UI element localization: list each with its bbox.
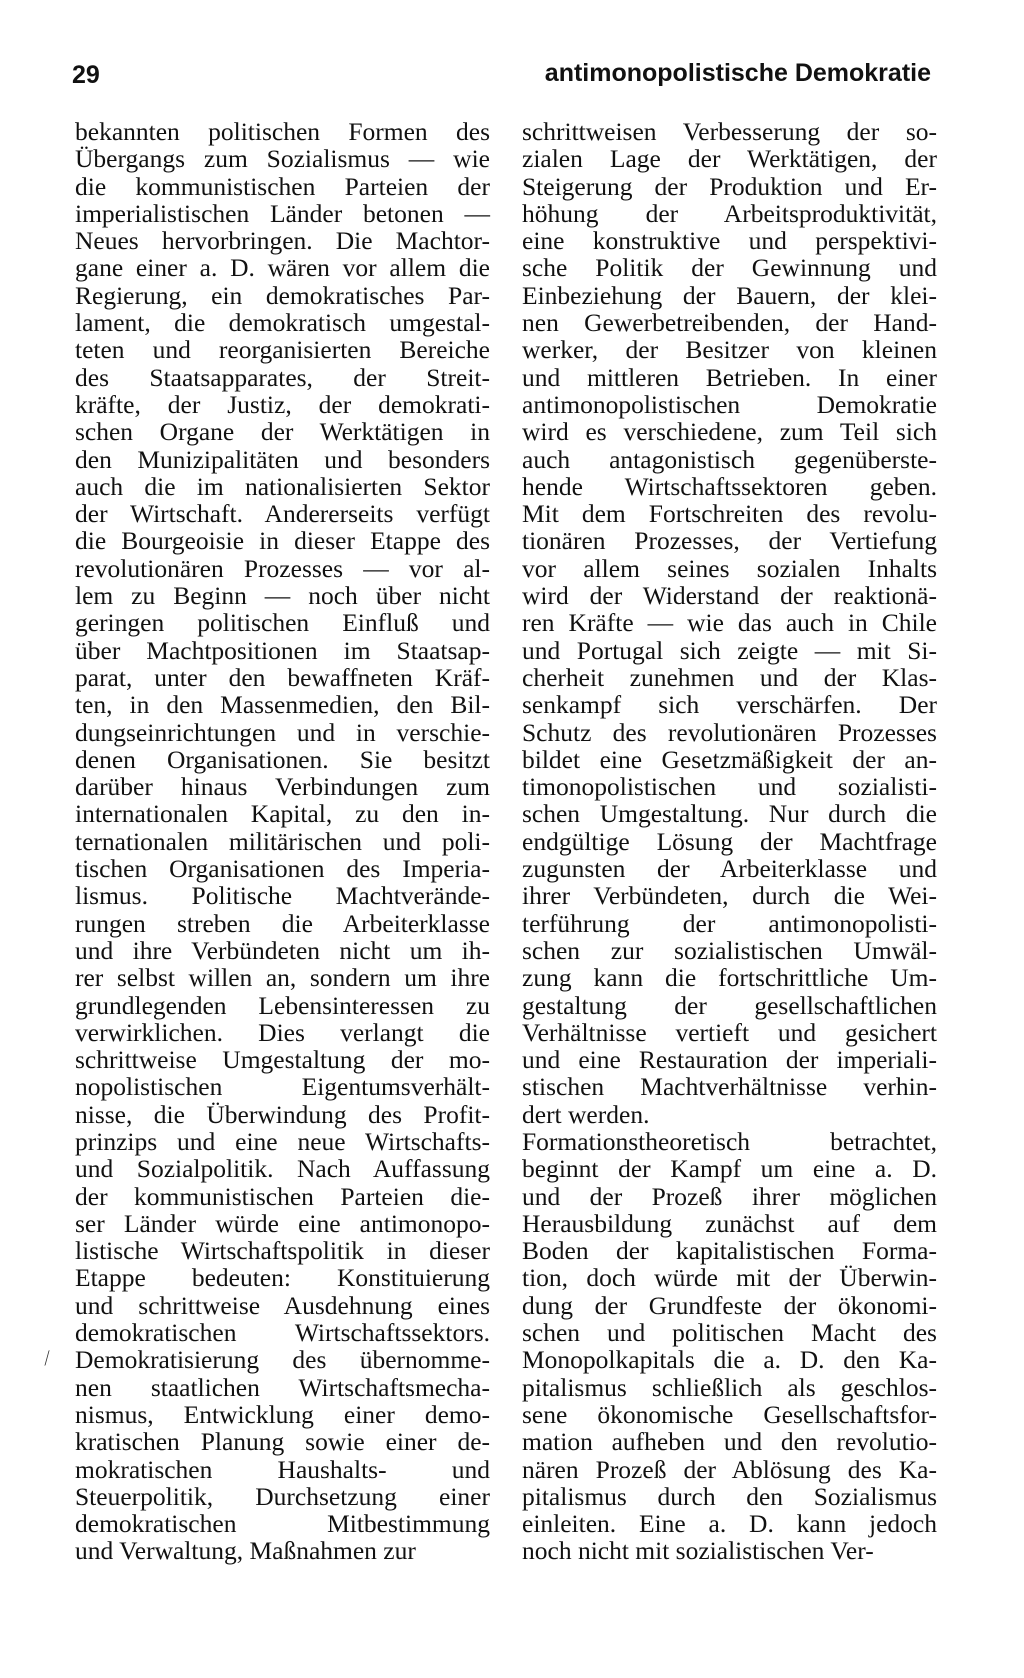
text-line: mokratischen Haushalts- und [75,1454,490,1484]
text-line: der Wirtschaft. Andererseits verfügt [75,499,490,529]
text-line: beginnt der Kampf um eine a. D. [522,1154,937,1184]
text-line: schen und politischen Macht des [522,1318,937,1348]
text-line: und eine Restauration der imperiali- [522,1045,937,1075]
text-line: parat, unter den bewaffneten Kräf- [75,662,490,692]
text-line: tischen Organisationen des Imperia- [75,854,490,884]
text-line: stischen Machtverhältnisse verhin- [522,1072,937,1102]
text-line: demokratischen Wirtschaftssektors. [75,1318,490,1348]
text-line: Mit dem Fortschreiten des revolu- [522,499,937,529]
text-line: revolutionären Prozesses — vor al- [75,553,490,583]
text-line: zialen Lage der Werktätigen, der [522,144,937,174]
text-line: Demokratisierung des übernomme- [75,1345,490,1375]
text-line: kräfte, der Justiz, der demokrati- [75,389,490,419]
text-line: bildet eine Gesetzmäßigkeit der an- [522,744,937,774]
page-number: 29 [72,61,100,89]
text-line: geringen politischen Einfluß und [75,608,490,638]
text-line: auch die im nationalisierten Sektor [75,471,490,501]
text-line: lament, die demokratisch umgestal- [75,308,490,338]
text-line: internationalen Kapital, zu den in- [75,799,490,829]
text-line: bekannten politischen Formen des [75,117,490,146]
text-line: schen zur sozialistischen Umwäl- [522,935,937,965]
text-line: Neues hervorbringen. Die Machtor- [75,226,490,256]
text-line: tionären Prozesses, der Vertiefung [522,526,937,556]
text-line: Etappe bedeuten: Konstituierung [75,1263,490,1293]
text-line: Schutz des revolutionären Prozesses [522,717,937,747]
text-line: zung kann die fortschrittliche Um- [522,963,937,993]
text-line: senkampf sich verschärfen. Der [522,690,937,720]
text-line: dert werden. [522,1099,650,1129]
text-line: höhung der Arbeitsproduktivität, [522,198,937,228]
text-line: gestaltung der gesellschaftlichen [522,990,937,1020]
text-line: Herausbildung zunächst auf dem [522,1208,937,1238]
text-line: Monopolkapitals die a. D. den Ka- [522,1345,937,1375]
text-line: tion, doch würde mit der Überwin- [522,1263,937,1293]
text-line: nisse, die Überwindung des Profit- [75,1099,490,1129]
text-line: und ihre Verbündeten nicht um ih- [75,935,490,965]
text-line: rungen streben die Arbeiterklasse [75,908,490,938]
text-line: eine konstruktive und perspektivi- [522,226,937,256]
text-line: hende Wirtschaftssektoren geben. [522,471,937,501]
text-line: grundlegenden Lebensinteressen zu [75,990,490,1020]
text-line: sene ökonomische Gesellschaftsfor- [522,1399,937,1429]
text-line: ser Länder würde eine antimonopo- [75,1208,490,1238]
text-line: über Machtpositionen im Staatsap- [75,635,490,665]
text-line: Regierung, ein demokratisches Par- [75,280,490,310]
text-line: ren Kräfte — wie das auch in Chile [522,608,937,638]
text-line: sche Politik der Gewinnung und [522,253,937,283]
right-column [522,118,937,1565]
text-line: cherheit zunehmen und der Klas- [522,662,937,692]
text-line: Steigerung der Produktion und Er- [522,171,937,201]
text-line: und der Prozeß ihrer möglichen [522,1181,937,1211]
text-line: und schrittweise Ausdehnung eines [75,1290,490,1320]
text-line: rer selbst willen an, sondern um ihre [75,963,490,993]
text-line: Formationstheoretisch betrachtet, [522,1126,937,1156]
text-line: listische Wirtschaftspolitik in dieser [75,1236,490,1266]
text-line: endgültige Lösung der Machtfrage [522,826,937,856]
text-line: timonopolistischen und sozialisti- [522,772,937,802]
text-line: nismus, Entwicklung einer demo- [75,1399,490,1429]
text-line: des Staatsapparates, der Streit- [75,362,490,392]
text-line: vor allem seines sozialen Inhalts [522,553,937,583]
text-line: mation aufheben und den revolutio- [522,1427,937,1457]
text-line: Übergangs zum Sozialismus — wie [75,144,490,174]
text-line: verwirklichen. Dies verlangt die [75,1017,490,1047]
text-line: einleiten. Eine a. D. kann jedoch [522,1509,937,1539]
text-line: wird der Widerstand der reaktionä- [522,581,937,611]
text-line: nären Prozeß der Ablösung des Ka- [522,1454,937,1484]
text-line: auch antagonistisch gegenüberste- [522,444,937,474]
text-line: die kommunistischen Parteien der [75,171,490,201]
text-line: schrittweisen Verbesserung der so- [522,117,937,146]
text-line: nen Gewerbetreibenden, der Hand- [522,308,937,338]
text-line: terführung der antimonopolisti- [522,908,937,938]
text-line: den Munizipalitäten und besonders [75,444,490,474]
text-line: ten, in den Massenmedien, den Bil- [75,690,490,720]
text-line: nen staatlichen Wirtschaftsmecha- [75,1372,490,1402]
text-line: Verhältnisse vertieft und gesichert [522,1017,937,1047]
text-line: und Portugal sich zeigte — mit Si- [522,635,937,665]
text-line: pitalismus durch den Sozialismus [522,1481,937,1511]
text-line: teten und reorganisierten Bereiche [75,335,490,365]
text-line: die Bourgeoisie in dieser Etappe des [75,526,490,556]
text-line: Steuerpolitik, Durchsetzung einer [75,1481,490,1511]
text-line: zugunsten der Arbeiterklasse und [522,854,937,884]
text-line: Einbeziehung der Bauern, der klei- [522,280,937,310]
text-line: schen Umgestaltung. Nur durch die [522,799,937,829]
text-line: lismus. Politische Machtverände- [75,881,490,911]
text-line: wird es verschiedene, zum Teil sich [522,417,937,447]
text-line: darüber hinaus Verbindungen zum [75,772,490,802]
text-line: imperialistischen Länder betonen — [75,198,490,228]
text-line: ihrer Verbündeten, durch die Wei- [522,881,937,911]
text-line: der kommunistischen Parteien die- [75,1181,490,1211]
text-line: und Sozialpolitik. Nach Auffassung [75,1154,490,1184]
text-line: demokratischen Mitbestimmung [75,1509,490,1539]
text-line: und Verwaltung, Maßnahmen zur [75,1536,416,1566]
text-line: nopolistischen Eigentumsverhält- [75,1072,490,1102]
text-line: gane einer a. D. wären vor allem die [75,253,490,283]
text-line: kratischen Planung sowie einer de- [75,1427,490,1457]
text-line: pitalismus schließlich als geschlos- [522,1372,937,1402]
text-line: ternationalen militärischen und poli- [75,826,490,856]
text-line: prinzips und eine neue Wirtschafts- [75,1126,490,1156]
text-line: werker, der Besitzer von kleinen [522,335,937,365]
left-column [75,118,490,1565]
text-line: dungseinrichtungen und in verschie- [75,717,490,747]
text-line: denen Organisationen. Sie besitzt [75,744,490,774]
text-line: dung der Grundfeste der ökonomi- [522,1290,937,1320]
margin-pencil-mark: ⟋ [37,1347,57,1370]
text-line: Boden der kapitalistischen Forma- [522,1236,937,1266]
text-line: und mittleren Betrieben. In einer [522,362,937,392]
text-line: schen Organe der Werktätigen in [75,417,490,447]
running-head: antimonopolistische Demokratie [544,59,931,87]
text-line: noch nicht mit sozialistischen Ver- [522,1536,874,1566]
text-line: antimonopolistischen Demokratie [522,389,937,419]
text-line: schrittweise Umgestaltung der mo- [75,1045,490,1075]
text-line: lem zu Beginn — noch über nicht [75,581,490,611]
